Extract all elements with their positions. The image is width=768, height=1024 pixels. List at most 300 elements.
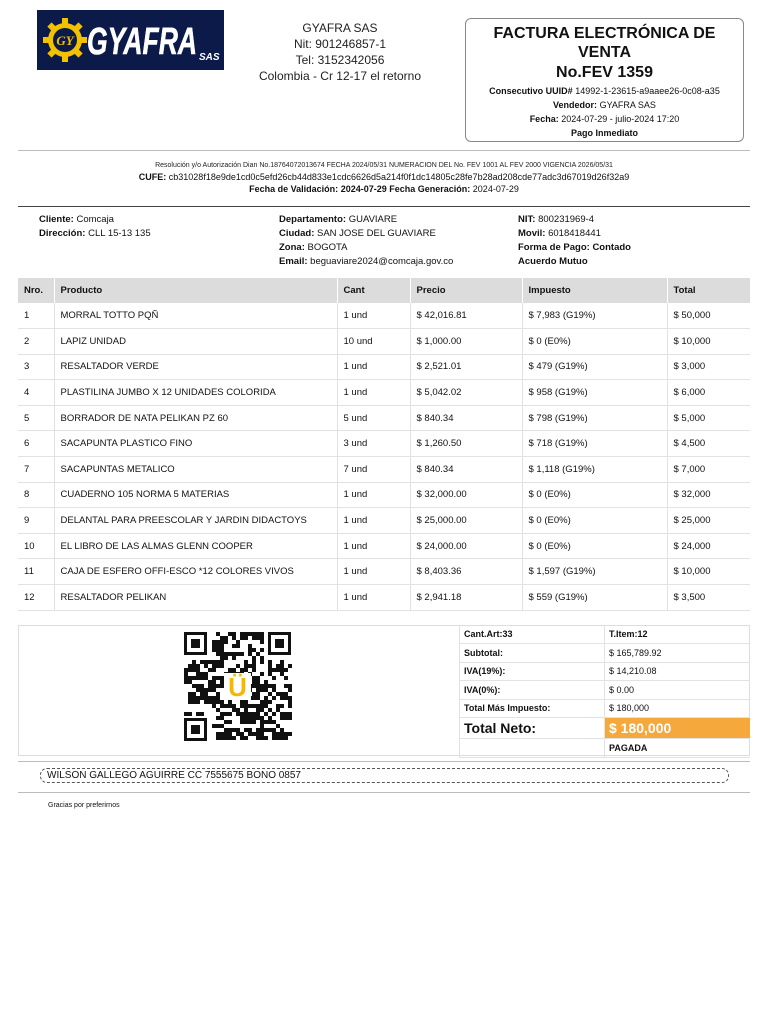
qr-module [184,668,188,672]
col-header-nro: Nro. [18,278,54,303]
qr-module [216,648,220,652]
client-email: Email: beguaviare2024@comcaja.gov.co [279,256,454,267]
cell-total: $ 5,000 [667,405,750,431]
client-col-2 [279,213,453,269]
qr-module [268,664,272,668]
qr-module [204,664,208,668]
logo-sub: SAS [199,52,220,63]
total-tax-label: Total Más Impuesto: [460,699,605,718]
qr-module [232,652,236,656]
qr-module [196,700,200,704]
company-nit: Nit: 901246857-1 [293,37,387,51]
col-header-cant: Cant [337,278,410,303]
cell-cant: 1 und [337,585,410,611]
cell-producto: SACAPUNTAS METALICO [54,457,337,483]
qr-module [256,728,260,732]
qr-module [272,732,276,736]
divider [18,761,750,762]
table-row [18,303,750,329]
qr-module [228,736,232,740]
qr-module [240,736,244,740]
qr-module [256,708,260,712]
qr-module [240,652,244,656]
qr-module [224,728,228,732]
qr-module [280,692,284,696]
company-info [250,20,430,84]
qr-module [284,668,288,672]
qr-module [280,660,284,664]
qr-module [212,704,216,708]
qr-module [220,712,224,716]
qr-module [196,668,200,672]
qr-module [264,684,268,688]
cell-impuesto: $ 0 (E0%) [522,329,667,355]
qr-module [216,732,220,736]
qr-module [272,728,276,732]
qr-module [200,696,204,700]
qr-module [216,708,220,712]
qr-module [232,736,236,740]
company-logo [37,10,224,70]
qr-module [268,672,272,676]
cell-nro: 8 [18,482,54,508]
qr-module [216,632,220,636]
qr-module [244,712,248,716]
qr-module [272,712,276,716]
cell-total: $ 7,000 [667,457,750,483]
qr-module [196,712,200,716]
qr-module [260,700,264,704]
qr-module [196,696,200,700]
qr-module [276,692,280,696]
qr-module [260,660,264,664]
cell-nro: 9 [18,508,54,534]
qr-module [284,736,288,740]
qr-module [276,724,280,728]
cell-producto: LAPIZ UNIDAD [54,329,337,355]
qr-module [208,660,212,664]
qr-module [248,720,252,724]
qr-module [224,656,228,660]
qr-module [256,704,260,708]
qr-module [288,712,292,716]
qr-module [224,732,228,736]
qr-module [212,680,216,684]
qr-module [200,684,204,688]
client-name: Cliente: Comcaja [39,214,114,225]
neto-value: $ 180,000 [605,718,751,739]
qr-module [232,636,236,640]
qr-module [212,664,216,668]
qr-module [240,732,244,736]
qr-module [280,732,284,736]
qr-module [284,692,288,696]
qr-module [244,736,248,740]
qr-module [260,656,264,660]
cell-producto: EL LIBRO DE LAS ALMAS GLENN COOPER [54,533,337,559]
qr-module [216,644,220,648]
qr-module [264,712,268,716]
qr-module [284,684,288,688]
qr-module [220,644,224,648]
invoice-header-box [465,18,744,142]
qr-module [212,676,216,680]
qr-module [204,700,208,704]
cell-producto: RESALTADOR PELIKAN [54,585,337,611]
invoice-uuid: Consecutivo UUID# 14992-1-23615-a9aaee26-0c08-a35 [489,86,720,96]
qr-module [284,676,288,680]
qr-module [260,632,264,636]
qr-module [244,636,248,640]
qr-module [188,712,192,716]
qr-module [280,672,284,676]
qr-module [212,660,216,664]
cell-impuesto: $ 0 (E0%) [522,533,667,559]
cell-impuesto: $ 958 (G19%) [522,380,667,406]
qr-module [196,684,200,688]
qr-module [232,708,236,712]
table-row [18,380,750,406]
qr-module [236,652,240,656]
totals-row [460,662,751,681]
qr-module [204,672,208,676]
qr-module [260,736,264,740]
qr-module [260,688,264,692]
qr-module [240,716,244,720]
cell-precio: $ 2,521.01 [410,354,522,380]
table-row [18,431,750,457]
qr-module [208,684,212,688]
qr-module [188,664,192,668]
qr-module [264,680,268,684]
qr-module [256,712,260,716]
company-address: Colombia - Cr 12-17 el retorno [258,69,422,83]
qr-module [264,720,268,724]
cell-nro: 1 [18,303,54,329]
qr-module [268,728,272,732]
qr-module [252,704,256,708]
iva0-label: IVA(0%): [460,681,605,700]
cell-impuesto: $ 718 (G19%) [522,431,667,457]
qr-module [256,732,260,736]
qr-module [284,696,288,700]
cell-nro: 7 [18,457,54,483]
qr-module [212,688,216,692]
cell-nro: 11 [18,559,54,585]
cell-impuesto: $ 798 (G19%) [522,405,667,431]
qr-module [216,696,220,700]
qr-module [288,684,292,688]
qr-module [204,688,208,692]
cell-total: $ 10,000 [667,559,750,585]
cufe-line: CUFE: cb31028f18e9de1cd0c5efd26cb44d833e1cdc6626d5a214f0f1dc14805c28fe7b28ad208cde77adc3d67019d26f32a9 [138,172,630,182]
qr-module [220,684,224,688]
cell-impuesto: $ 1,118 (G19%) [522,457,667,483]
qr-module [192,700,196,704]
items-table [18,278,750,611]
cell-precio: $ 42,016.81 [410,303,522,329]
qr-module [236,728,240,732]
cell-total: $ 3,000 [667,354,750,380]
qr-module [220,664,224,668]
qr-module [260,732,264,736]
qr-module [244,708,248,712]
qr-module [216,660,220,664]
qr-module [192,692,196,696]
qr-module [216,700,220,704]
totals-row [460,625,751,644]
qr-module [256,736,260,740]
cell-nro: 5 [18,405,54,431]
cell-impuesto: $ 1,597 (G19%) [522,559,667,585]
qr-module [244,664,248,668]
cell-producto: MORRAL TOTTO PQÑ [54,303,337,329]
qr-module [276,664,280,668]
qr-module [272,676,276,680]
qr-module [216,684,220,688]
qr-module [224,704,228,708]
qr-module [256,680,260,684]
qr-module [216,664,220,668]
qr-module [260,640,264,644]
qr-module [256,636,260,640]
qr-module [252,632,256,636]
signature-line: WILSON GALLEGO AGUIRRE CC 7555675 BONO 0857 [40,768,729,783]
qr-module [236,708,240,712]
cell-precio: $ 2,941.18 [410,585,522,611]
subtotal-label: Subtotal: [460,644,605,663]
qr-module [280,696,284,700]
qr-module [248,632,252,636]
qr-module [252,732,256,736]
qr-module [220,636,224,640]
qr-module [236,664,240,668]
qr-module [264,736,268,740]
client-mobile: Movil: 6018418441 [518,228,601,239]
qr-module [216,716,220,720]
divider [18,206,750,207]
qr-module [220,736,224,740]
qr-module [220,724,224,728]
qr-module [244,720,248,724]
qr-module [272,736,276,740]
qr-module [252,684,256,688]
table-row [18,482,750,508]
qr-module [232,704,236,708]
cell-precio: $ 8,403.36 [410,559,522,585]
qr-module [244,728,248,732]
qr-module [216,640,220,644]
qr-module [224,712,228,716]
qr-module [212,696,216,700]
qr-module [284,716,288,720]
qr-module [212,644,216,648]
qr-module [252,712,256,716]
invoice-date: Fecha: 2024-07-29 - julio-2024 17:20 [529,114,680,124]
cell-impuesto: $ 0 (E0%) [522,482,667,508]
qr-module [240,632,244,636]
validation-line: Fecha de Validación: 2024-07-29 Fecha Generación: 2024-07-29 [249,184,519,194]
cell-cant: 1 und [337,533,410,559]
cell-cant: 5 und [337,405,410,431]
qr-module [260,708,264,712]
qr-module [232,728,236,732]
cell-precio: $ 5,042.02 [410,380,522,406]
qr-module [284,712,288,716]
invoice-payment-status: Pago Inmediato [570,128,638,138]
qr-module [220,704,224,708]
qr-module [240,704,244,708]
qr-module [268,692,272,696]
cell-nro: 12 [18,585,54,611]
qr-module [288,664,292,668]
totals-table [459,625,750,758]
qr-module [256,652,260,656]
footer-thanks: Gracias por preferirnos [48,802,120,809]
qr-module [208,696,212,700]
table-row [18,457,750,483]
qr-code-icon [183,631,292,742]
qr-module [208,668,212,672]
client-agreement: Acuerdo Mutuo [518,256,588,267]
iva19-value: $ 14,210.08 [605,662,751,681]
qr-module [260,724,264,728]
qr-module [276,704,280,708]
qr-module [184,676,188,680]
col-header-impuesto: Impuesto [522,278,667,303]
qr-module [252,656,256,660]
qr-module [244,632,248,636]
qr-module [288,696,292,700]
table-row [18,508,750,534]
qr-module [212,700,216,704]
total-tax-value: $ 180,000 [605,699,751,718]
qr-module [200,676,204,680]
qr-module [260,720,264,724]
status-spacer [460,739,605,758]
qr-module [240,712,244,716]
resolution-text: Resolución y/o Autorización Dian No.18764072013674 FECHA 2024/05/31 NUMERACION DEL No. FEV 1001 AL FEV 2000 VIGENCIA 2026/05/31 [155,162,613,169]
qr-module [244,660,248,664]
qr-module [252,720,256,724]
cell-total: $ 4,500 [667,431,750,457]
qr-module [196,664,200,668]
col-header-total: Total [667,278,750,303]
table-row [18,354,750,380]
qr-module [220,676,224,680]
qr-module [268,684,272,688]
qr-module [228,720,232,724]
cell-impuesto: $ 7,983 (G19%) [522,303,667,329]
qr-module [288,716,292,720]
qr-module [216,736,220,740]
qr-module [260,728,264,732]
qr-module [252,716,256,720]
qr-module [184,672,188,676]
table-row [18,559,750,585]
qr-module [272,696,276,700]
qr-module [212,648,216,652]
client-nit: NIT: 800231969-4 [518,214,595,225]
totals-row [460,699,751,718]
qr-module [200,692,204,696]
qr-module [288,732,292,736]
qr-module [184,680,188,684]
cell-total: $ 32,000 [667,482,750,508]
table-row [18,585,750,611]
qr-module [288,688,292,692]
qr-module [272,688,276,692]
qr-module [212,640,216,644]
qr-module [224,636,228,640]
cell-producto: SACAPUNTA PLASTICO FINO [54,431,337,457]
qr-module [200,672,204,676]
t-item: T.Item:12 [605,625,751,644]
qr-module [220,652,224,656]
cell-precio: $ 24,000.00 [410,533,522,559]
cell-producto: CUADERNO 105 NORMA 5 MATERIAS [54,482,337,508]
qr-module [252,680,256,684]
qr-module [264,704,268,708]
qr-module [220,700,224,704]
qr-module [200,660,204,664]
client-city: Ciudad: SAN JOSE DEL GUAVIARE [279,228,436,239]
col-header-precio: Precio [410,278,522,303]
cell-total: $ 50,000 [667,303,750,329]
cell-cant: 1 und [337,380,410,406]
qr-module [248,716,252,720]
cell-precio: $ 25,000.00 [410,508,522,534]
qr-module [220,656,224,660]
qr-module [224,640,228,644]
qr-module [264,700,268,704]
iva0-value: $ 0.00 [605,681,751,700]
cell-precio: $ 32,000.00 [410,482,522,508]
qr-module [204,676,208,680]
qr-module [212,684,216,688]
qr-module [280,712,284,716]
cell-cant: 3 und [337,431,410,457]
cell-total: $ 6,000 [667,380,750,406]
cell-precio: $ 840.34 [410,405,522,431]
qr-module [248,728,252,732]
qr-module [288,700,292,704]
col-header-producto: Producto [54,278,337,303]
cell-precio: $ 1,260.50 [410,431,522,457]
qr-module [196,672,200,676]
qr-module [228,704,232,708]
qr-module [188,700,192,704]
totals-row [460,644,751,663]
qr-module [208,688,212,692]
cell-cant: 1 und [337,559,410,585]
qr-module [188,692,192,696]
qr-module [256,676,260,680]
resolution-block [18,161,750,195]
cell-total: $ 24,000 [667,533,750,559]
qr-module [196,676,200,680]
qr-module [192,668,196,672]
invoice-number: No.FEV 1359 [556,64,653,81]
qr-module [244,716,248,720]
cell-nro: 3 [18,354,54,380]
qr-module [232,656,236,660]
qr-module [260,636,264,640]
cell-total: $ 10,000 [667,329,750,355]
qr-module [188,676,192,680]
qr-module [216,676,220,680]
qr-module [256,688,260,692]
